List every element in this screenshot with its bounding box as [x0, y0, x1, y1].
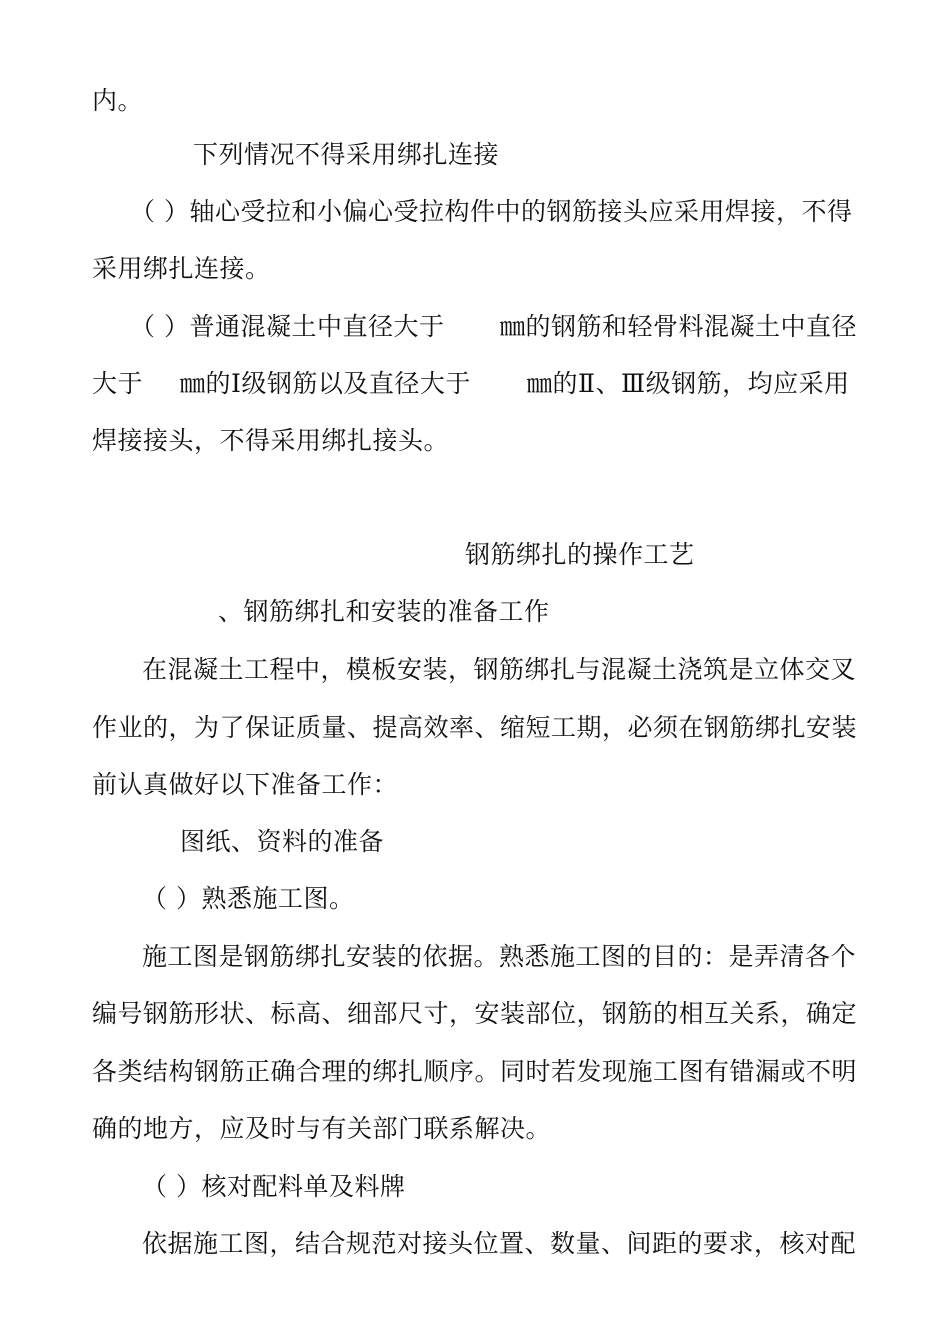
text-line: 在混凝土工程中，模板安装，钢筋绑扎与混凝土浇筑是立体交叉 — [142, 655, 857, 684]
text-line: 施工图是钢筋绑扎安装的依据。熟悉施工图的目的：是弄清各个 — [142, 942, 857, 971]
text-line: （ ）核对配料单及料牌 — [142, 1172, 406, 1201]
text-line: （ ）普通混凝土中直径大于 — [130, 312, 445, 341]
text-line: 各类结构钢筋正确合理的绑扎顺序。同时若发现施工图有错漏或不明 — [92, 1057, 858, 1086]
text-line: （ ）轴心受拉和小偏心受拉构件中的钢筋接头应采用焊接，不得 — [130, 197, 853, 226]
text-line: ㎜的Ⅱ、Ⅲ级钢筋，均应采用 — [527, 369, 850, 398]
text-line: 作业的，为了保证质量、提高效率、缩短工期，必须在钢筋绑扎安装 — [92, 713, 858, 742]
text-line: 前认真做好以下准备工作： — [92, 770, 399, 799]
text-line: 依据施工图，结合规范对接头位置、数量、间距的要求，核对配 — [142, 1229, 857, 1258]
subsection-heading: 图纸、资料的准备 — [180, 827, 385, 856]
text-line: 内。 — [92, 86, 144, 115]
text-line: 确的地方，应及时与有关部门联系解决。 — [92, 1114, 552, 1143]
text-line: 编号钢筋形状、标高、细部尺寸，安装部位，钢筋的相互关系，确定 — [92, 999, 858, 1028]
text-line: ㎜的钢筋和轻骨料混凝土中直径 — [500, 312, 858, 341]
subsection-heading: 、钢筋绑扎和安装的准备工作 — [218, 597, 550, 626]
text-line: （ ）熟悉施工图。 — [142, 884, 355, 913]
section-title: 钢筋绑扎的操作工艺 — [465, 540, 695, 569]
text-line: 大于 — [92, 369, 144, 398]
text-line: ㎜的Ⅰ级钢筋以及直径大于 — [180, 369, 471, 398]
section-heading: 下列情况不得采用绑扎连接 — [193, 140, 500, 169]
text-line: 采用绑扎连接。 — [92, 254, 271, 283]
text-line: 焊接接头，不得采用绑扎接头。 — [92, 426, 450, 455]
